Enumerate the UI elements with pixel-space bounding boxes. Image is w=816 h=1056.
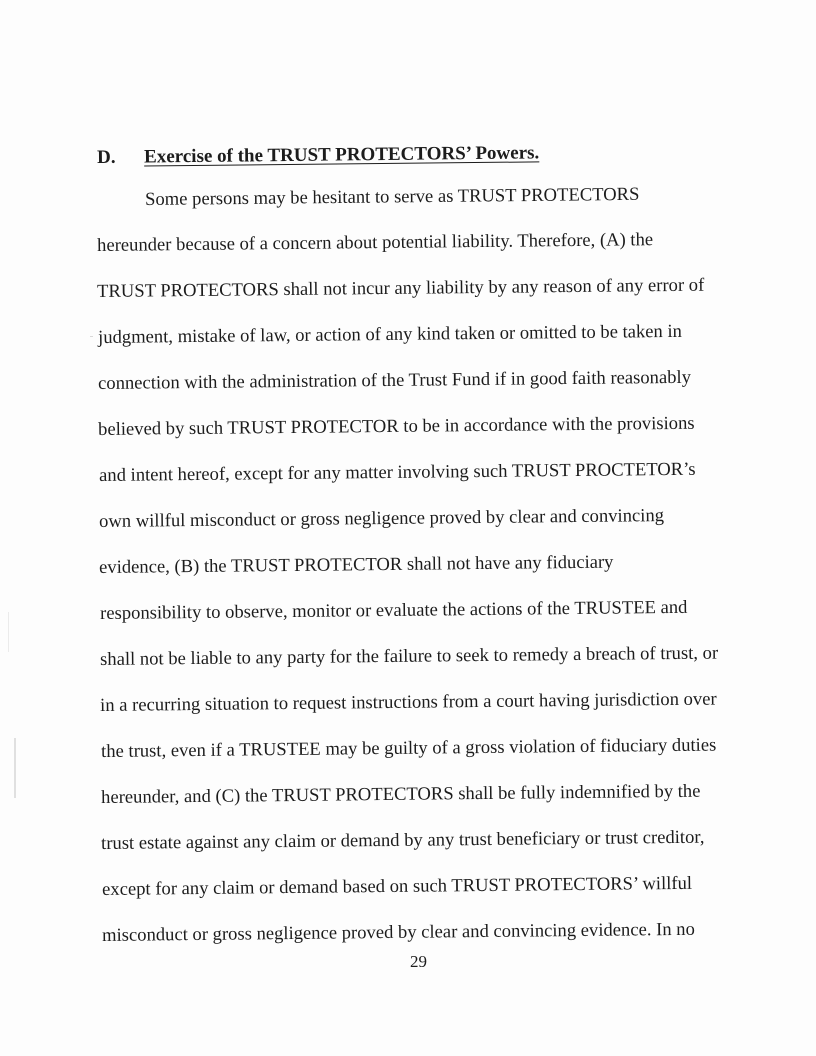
body-line: hereunder because of a concern about potential liability. Therefore, (A) the [97,229,654,256]
scan-artifact [14,738,16,798]
body-line: misconduct or gross negligence proved by clear and convincing evidence. In no [102,918,695,946]
body-line: evidence, (B) the TRUST PROTECTOR shall not have any fiduciary [99,551,614,578]
section-letter: D. [97,146,116,168]
body-line: the trust, even if a TRUSTEE may be guilty of a gross violation of fiduciary duties [101,734,717,762]
section-heading [97,142,539,169]
body-line: believed by such TRUST PROTECTOR to be in accordance with the provisions [98,412,695,440]
body-line: except for any claim or demand based on such TRUST PROTECTORS’ willful [102,872,693,900]
section-title: Exercise of the TRUST PROTECTORS’ Powers. [143,142,540,168]
body-line: in a recurring situation to request instructions from a court having jurisdiction over [100,688,717,716]
body-line: trust estate against any claim or demand by any trust beneficiary or trust creditor, [101,826,705,854]
page-number: 29 [410,952,427,971]
body-line: TRUST PROTECTORS shall not incur any liability by any reason of any error of [97,274,705,302]
body-line: judgment, mistake of law, or action of any kind taken or omitted to be taken in [98,320,683,348]
body-line: responsibility to observe, monitor or evaluate the actions of the TRUSTEE and [100,596,688,624]
body-line: connection with the administration of the Trust Fund if in good faith reasonably [98,366,692,394]
body-line: and intent hereof, except for any matter involving such TRUST PROCTETOR’s [99,458,696,486]
scan-artifact [90,336,93,337]
body-line: shall not be liable to any party for the failure to seek to remedy a breach of trust, or [100,642,719,670]
body-line: Some persons may be hesitant to serve as TRUST PROTECTORS [145,183,640,210]
body-line: own willful misconduct or gross negligence proved by clear and convincing [99,505,665,532]
scan-artifact [8,612,9,652]
body-line: hereunder, and (C) the TRUST PROTECTORS shall be fully indemnified by the [101,780,701,808]
